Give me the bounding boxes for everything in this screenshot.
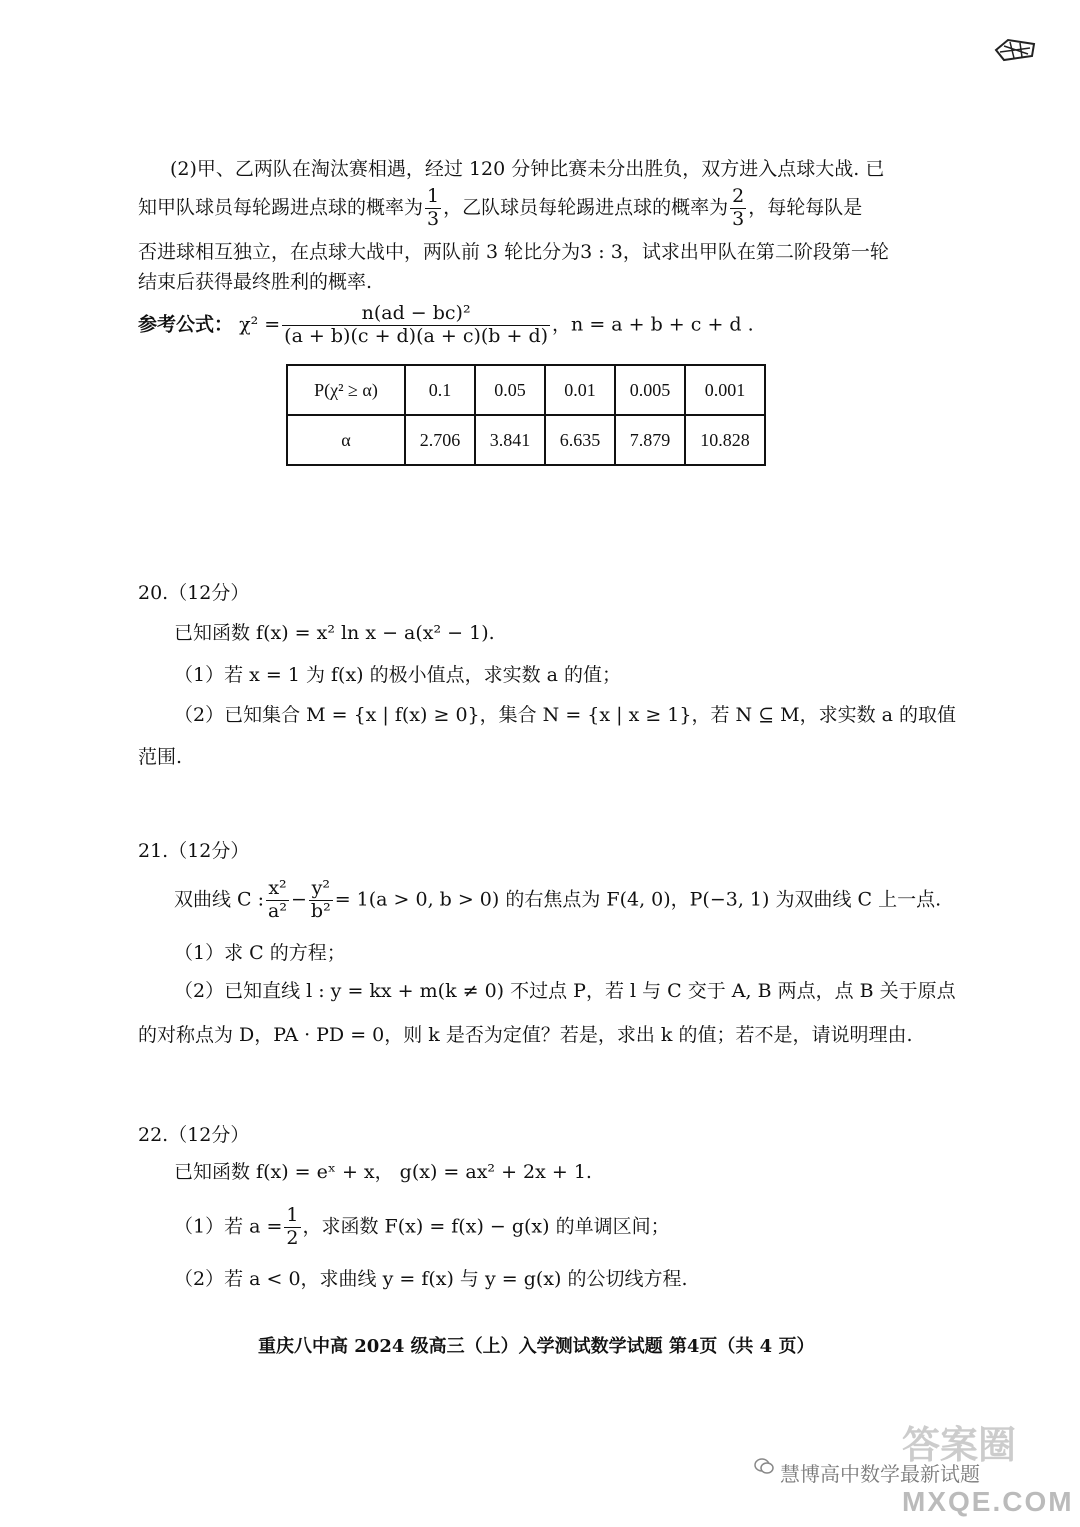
wechat-icon (754, 1456, 774, 1476)
fraction-x2-a2: $\frac{\text{x²}}{\text{a²}}$ (268, 877, 287, 922)
q20-header: 20.（12分） (138, 582, 250, 604)
table-cell: 3.841 (475, 415, 545, 465)
page-footer: 重庆八中高 2024 级高三（上）入学测试数学试题 第4页（共 4 页） (258, 1336, 815, 1357)
q21-header: 21.（12分） (138, 840, 250, 862)
table-cell: P(χ² ≥ α) (287, 365, 405, 415)
table-cell: 2.706 (405, 415, 475, 465)
q21-stem-b: = 1(a > 0, b > 0) 的右焦点为 F(4, 0)，P(−3, 1) 为双曲线 C 上一点. (334, 888, 942, 911)
table-row (287, 415, 765, 465)
q21-stem (174, 878, 941, 923)
q21-part1: （1）求 C 的方程； (174, 942, 346, 964)
q21-part2-cont: 的对称点为 D，PA · PD = 0，则 k 是否为定值？若是，求出 k 的值；若不是，请说明理由. (138, 1024, 913, 1046)
q21-minus: − (290, 888, 307, 911)
q19-part2-line3: 否进球相互独立，在点球大战中，两队前 3 轮比分为3 : 3，试求出甲队在第二阶段第一轮 (138, 241, 889, 263)
table-cell: 10.828 (685, 415, 765, 465)
formula-tail: ，n = a + b + c + d . (552, 313, 754, 336)
table-cell: α (287, 415, 405, 465)
q22-part1-a: （1）若 a = (174, 1215, 283, 1238)
watermark-logo: 答案圈 (902, 1425, 1017, 1467)
q21-stem-a: 双曲线 C : (174, 888, 265, 911)
table-cell: 0.05 (475, 365, 545, 415)
reference-formula (138, 303, 754, 348)
watermark-account: 慧博高中数学最新试题 (780, 1464, 980, 1486)
critical-value-table (286, 364, 766, 466)
table-cell: 0.1 (405, 365, 475, 415)
fraction-one-third: $\frac{1}{3}$ (427, 185, 440, 230)
q22-part1-b: ，求函数 F(x) = f(x) − g(x) 的单调区间； (302, 1215, 670, 1238)
q22-header: 22.（12分） (138, 1124, 250, 1146)
q20-part2: （2）已知集合 M = {x | f(x) ≥ 0}，集合 N = {x | x ≥ 1}，若 N ⊆ M，求实数 a 的取值 (174, 704, 956, 726)
fraction-one-half: $\frac{1}{2}$ (286, 1204, 299, 1249)
q21-part2: （2）已知直线 l : y = kx + m(k ≠ 0) 不过点 P，若 l 与 C 交于 A, B 两点，点 B 关于原点 (174, 980, 956, 1002)
table-cell: 0.01 (545, 365, 615, 415)
scanner-stamp-icon (994, 36, 1038, 62)
watermark (754, 1412, 1080, 1522)
formula-label: 参考公式： (138, 313, 234, 336)
formula-lhs: χ² = (239, 313, 281, 336)
chi-square-fraction: $\frac{\text{n(ad − bc)²}}{(a + b)(c + d)(a + c)(b + d)}$ (284, 302, 549, 347)
fraction-two-thirds: $\frac{2}{3}$ (732, 185, 745, 230)
table-cell: 7.879 (615, 415, 685, 465)
q20-part1: （1）若 x = 1 为 f(x) 的极小值点，求实数 a 的值； (174, 664, 622, 686)
q19-line2-text-b: ，乙队球员每轮踢进点球的概率为 (443, 196, 729, 219)
q20-part2-cont: 范围. (138, 746, 183, 768)
q19-part2-line4: 结束后获得最终胜利的概率. (138, 271, 373, 293)
watermark-site: MXQE.COM (902, 1486, 1074, 1517)
q22-part1 (174, 1205, 670, 1250)
fraction-y2-b2: $\frac{\text{y²}}{\text{b²}}$ (310, 877, 331, 922)
table-row (287, 365, 765, 415)
table-cell: 6.635 (545, 415, 615, 465)
q19-part2-line2 (138, 186, 862, 231)
q19-line2-text-a: 知甲队球员每轮踢进点球的概率为 (138, 196, 424, 219)
q20-stem: 已知函数 f(x) = x² ln x − a(x² − 1). (174, 622, 495, 644)
table-cell: 0.005 (615, 365, 685, 415)
q19-line2-text-c: ，每轮每队是 (748, 196, 863, 219)
q19-part2-line1: (2)甲、乙两队在淘汰赛相遇，经过 120 分钟比赛未分出胜负，双方进入点球大战. 已 (170, 158, 885, 180)
q22-stem: 已知函数 f(x) = eˣ + x， g(x) = ax² + 2x + 1. (174, 1161, 592, 1183)
q22-part2: （2）若 a < 0，求曲线 y = f(x) 与 y = g(x) 的公切线方程. (174, 1268, 688, 1290)
table-cell: 0.001 (685, 365, 765, 415)
